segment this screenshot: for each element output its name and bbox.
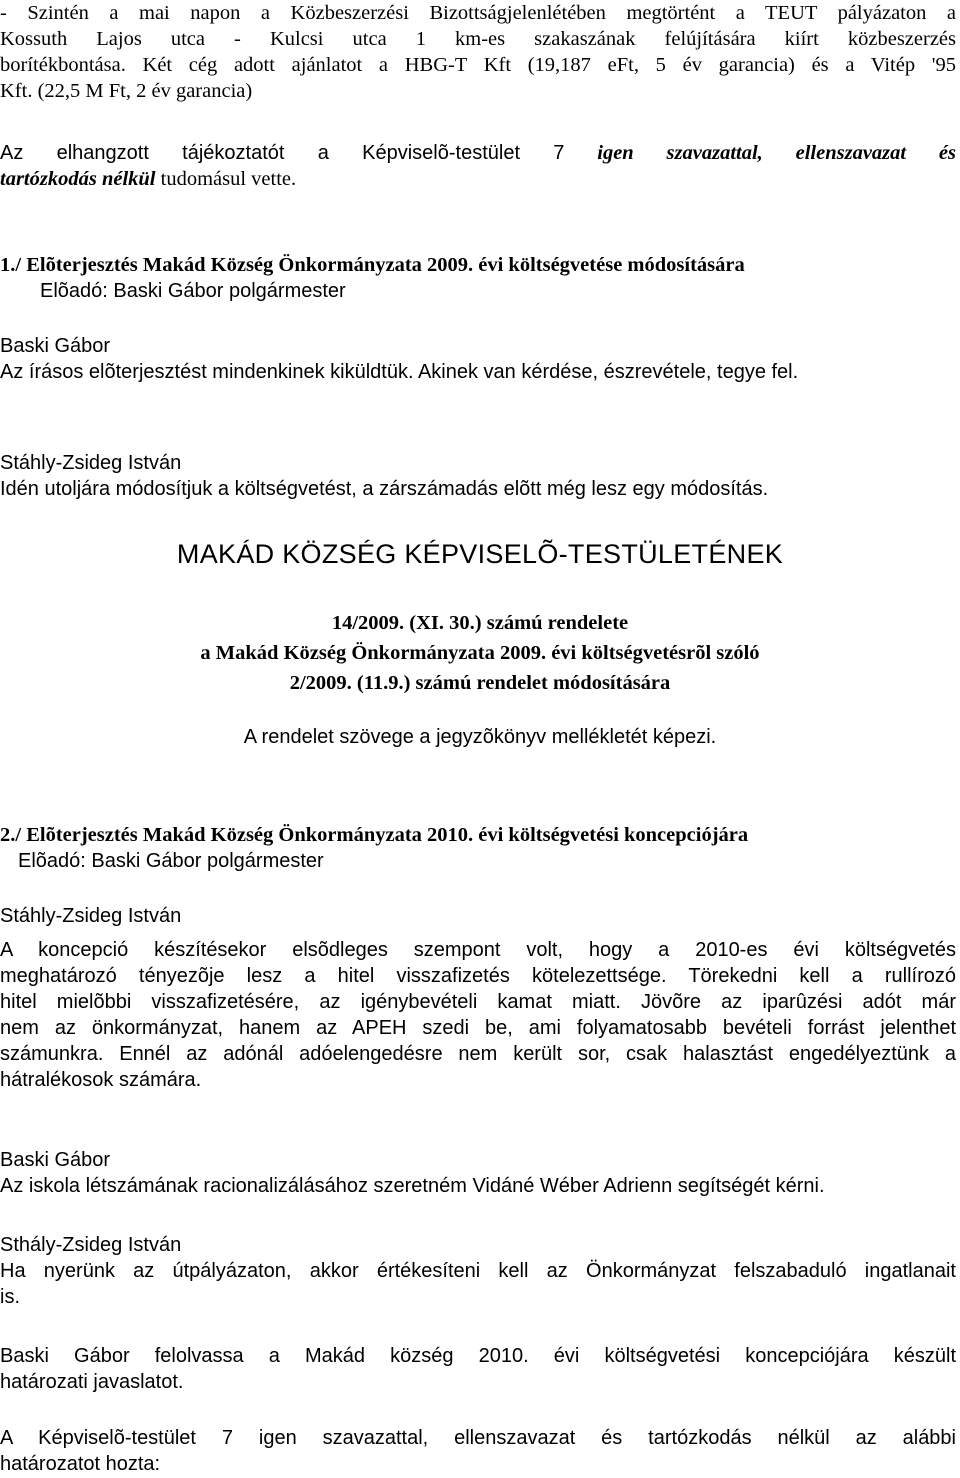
- vote-suffix: tudomásul vette.: [160, 168, 297, 190]
- intro-line: borítékbontása. Két cég adott ajánlatot a HBG-T Kft (19,187 eFt, 5 év garancia) és a Vitép '95: [0, 54, 956, 76]
- agenda-heading: 1./ Elõterjesztés Makád Község Önkormányzata 2009. évi költségvetése módosítására: [0, 254, 745, 276]
- speaker-name: [0, 333, 956, 385]
- vote-prefix: Az elhangzott tájékoztatót a Képviselõ-testület 7: [0, 142, 565, 164]
- resolution-vote: [0, 1425, 956, 1477]
- speech-paragraph: [0, 937, 956, 1093]
- agenda-item-2: [0, 822, 956, 874]
- intro-line: Kossuth Lajos utca - Kulcsi utca 1 km-es szakaszának felújítására kiírt közbeszerzés: [0, 28, 956, 50]
- speaker-label: Baski Gábor: [0, 1149, 111, 1171]
- speech-line: határozati javaslatot.: [0, 1371, 184, 1393]
- decree-line: 14/2009. (XI. 30.) számú rendelete: [331, 612, 629, 634]
- intro-line: - Szintén a mai napon a Közbeszerzési Bizottságjelenlétében megtörtént a TEUT pályázaton a: [0, 2, 956, 24]
- speaker-label: Stáhly-Zsideg István: [0, 905, 182, 927]
- speech-text: Az iskola létszámának racionalizálásához szeretném Vidáné Wéber Adrienn segítségét kérni.: [0, 1175, 825, 1197]
- agenda-heading: 2./ Elõterjesztés Makád Község Önkormányzata 2010. évi költségvetési koncepciójára: [0, 824, 749, 846]
- speech-text: Az írásos elõterjesztést mindenkinek kiküldtük. Akinek van kérdése, észrevétele, tegye fel.: [0, 361, 799, 383]
- vote-bold: igen szavazattal, ellenszavazat és: [597, 142, 957, 164]
- speaker-label: Sthály-Zsideg István: [0, 1234, 182, 1256]
- decree-note: A rendelet szövege a jegyzõkönyv mellékletét képezi.: [243, 726, 717, 748]
- presenter: Elõadó: Baski Gábor polgármester: [18, 850, 324, 872]
- speech-line: Ha nyerünk az útpályázaton, akkor értékesíteni kell az Önkormányzat felszabaduló ingatlanait: [0, 1260, 956, 1282]
- speaker-block: [0, 1232, 956, 1310]
- agenda-item-1: [0, 252, 956, 304]
- speech-line: számunkra. Ennél az adónál adóelengedésre nem került sor, csak halasztást engedélyeztünk a: [0, 1043, 956, 1065]
- presenter: Elõadó: Baski Gábor polgármester: [40, 280, 346, 302]
- speaker-label: Stáhly-Zsideg István: [0, 452, 182, 474]
- speech-line: A koncepció készítésekor elsõdleges szempont volt, hogy a 2010-es évi költségvetés: [0, 939, 956, 961]
- intro-paragraph: [0, 0, 956, 104]
- speaker-block: [0, 903, 956, 929]
- speaker-block: [0, 450, 956, 502]
- vote-statement: [0, 140, 956, 192]
- speaker-block: [0, 1147, 956, 1199]
- decree-title: MAKÁD KÖZSÉG KÉPVISELÕ-TESTÜLETÉNEK: [176, 539, 784, 569]
- speech-line: Baski Gábor felolvassa a Makád község 2010. évi költségvetési koncepciójára készült: [0, 1345, 956, 1367]
- speech-line: meghatározó tényezõje lesz a hitel visszafizetés kötelezettsége. Törekedni kell a rullírozó: [0, 965, 956, 987]
- vote-line: [0, 166, 956, 192]
- decree-line: 2/2009. (11.9.) számú rendelet módosítására: [289, 672, 671, 694]
- speech-line: nem az önkormányzat, hanem az APEH szedi be, ami folyamatosabb bevételi forrást jelenthet: [0, 1017, 956, 1039]
- speech-line: is.: [0, 1286, 20, 1308]
- vote-bold: tartózkodás nélkül: [0, 168, 156, 190]
- reading-note: [0, 1343, 956, 1395]
- speech-line: hátralékosok számára.: [0, 1069, 202, 1091]
- intro-line: Kft. (22,5 M Ft, 2 év garancia): [0, 80, 253, 102]
- decree-block: [0, 538, 960, 750]
- speech-line: A Képviselõ-testület 7 igen szavazattal, ellenszavazat és tartózkodás nélkül az alábbi: [0, 1427, 956, 1449]
- speech-line: határozatot hozta:: [0, 1453, 161, 1475]
- speech-line: hitel mielõbbi visszafizetésére, az igénybevételi kamat miatt. Jövõre az iparûzési adót már: [0, 991, 956, 1013]
- vote-line: [0, 140, 956, 166]
- speech-text: Idén utoljára módosítjuk a költségvetést, a zárszámadás elõtt még lesz egy módosítás.: [0, 478, 769, 500]
- decree-line: a Makád Község Önkormányzata 2009. évi költségvetésrõl szóló: [200, 642, 760, 664]
- speaker-label: Baski Gábor: [0, 335, 111, 357]
